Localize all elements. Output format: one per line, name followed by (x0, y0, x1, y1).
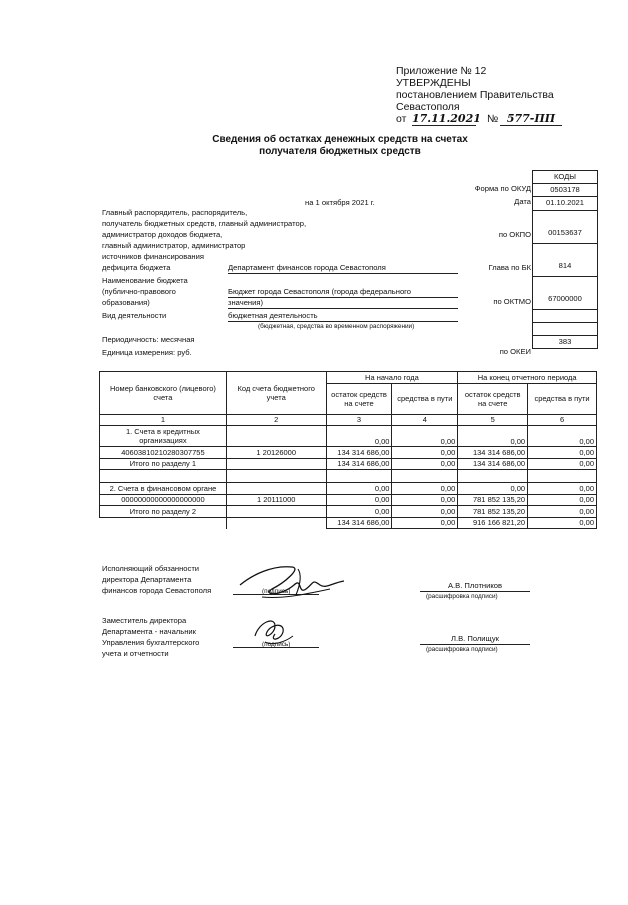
col-code-header: Код счета бюджетного учета (226, 372, 326, 415)
cell-value: 0,00 (458, 483, 528, 495)
cell-value: 134 314 686,00 (326, 447, 392, 459)
doc-title-line1: Сведения об остатках денежных средств на счетах (212, 134, 468, 145)
cell-value: 0,00 (392, 506, 458, 518)
cell-total: 916 166 821,20 (458, 517, 528, 529)
report-date: на 1 октября 2021 г. (305, 198, 375, 207)
cell-empty (100, 517, 227, 529)
activity-label: Вид деятельности (102, 311, 167, 320)
period-label: Периодичность: месячная (102, 335, 195, 344)
approved-label: УТВЕРЖДЕНЫ (396, 77, 471, 89)
budget-label-3: образования) (102, 298, 150, 307)
glava-value: 814 (533, 243, 597, 276)
cell-value: 0,00 (528, 506, 597, 518)
sig1-title-3: финансов города Севастополя (102, 586, 212, 595)
number-label: № (487, 113, 499, 125)
doc-title-line2: получателя бюджетных средств (259, 146, 421, 157)
cell-value: 0,00 (326, 494, 392, 506)
table-row (100, 506, 597, 518)
city-label: Севастополя (396, 101, 460, 113)
oktmo-label: по ОКТМО (493, 297, 531, 306)
unit-label: Единица измерения: руб. (102, 348, 192, 357)
date-label: Дата (514, 197, 531, 206)
activity-hint: (бюджетная, средства во временном распоряжении) (258, 323, 415, 330)
cell-value: 0,00 (392, 426, 458, 447)
cell-code (226, 458, 326, 470)
budget-label-2: (публично-правового (102, 287, 176, 296)
table-number-row (100, 414, 597, 426)
resolution-date: 17.11.2021 (412, 112, 481, 125)
cell-code (226, 483, 326, 495)
table-row (100, 447, 597, 459)
cell-empty (326, 470, 392, 483)
cell-empty (100, 470, 227, 483)
budget-label-1: Наименование бюджета (102, 276, 188, 285)
okpo-value: 00153637 (533, 210, 597, 243)
col-end-header: На конец отчетного периода (458, 372, 597, 384)
cell-value: 781 852 135,20 (458, 494, 528, 506)
cell-account: Итого по разделу 1 (100, 458, 227, 470)
okud-label: Форма по ОКУД (474, 184, 531, 193)
signature-1-image (232, 555, 352, 605)
cell-empty (226, 517, 326, 529)
resolution-number: 577-ПП (500, 112, 562, 126)
col-rest-header: остаток средств на счете (326, 383, 392, 414)
resolution-label: постановлением Правительства (396, 89, 554, 101)
sig1-title-1: Исполняющий обязанности (102, 564, 200, 573)
cell-empty (458, 470, 528, 483)
dept-name: Департамент финансов города Севастополя (228, 263, 458, 274)
cell-code: 1 20126000 (226, 447, 326, 459)
col-rest2-header: остаток средств на счете (458, 383, 528, 414)
left-l5: источников финансирования (102, 252, 204, 261)
cell-value: 781 852 135,20 (458, 506, 528, 518)
appendix-label: Приложение № 12 (396, 65, 487, 77)
okei-value: 383 (533, 335, 597, 348)
col-transit2-header: средства в пути (528, 383, 597, 414)
cell-account: 1. Счета в кредитных организациях (100, 426, 227, 447)
sig2-sub: (подпись) (262, 641, 291, 648)
cell-code: 1 20111000 (226, 494, 326, 506)
col-num: 4 (392, 414, 458, 426)
cell-value: 0,00 (326, 483, 392, 495)
table-row (100, 494, 597, 506)
left-l3: администратор доходов бюджета, (102, 230, 223, 239)
table-row (100, 483, 597, 495)
okpo-label: по ОКПО (498, 230, 531, 239)
col-num: 6 (528, 414, 597, 426)
cell-account: 40603810210280307755 (100, 447, 227, 459)
left-l2: получатель бюджетных средств, главный администратор, (102, 219, 307, 228)
col-num: 2 (226, 414, 326, 426)
cell-value: 0,00 (392, 483, 458, 495)
codes-empty-1 (533, 309, 597, 322)
table-row (100, 458, 597, 470)
codes-header: КОДЫ (554, 172, 576, 181)
table-header-row-1 (100, 372, 597, 384)
sig2-title-2: Департамента - начальник (102, 627, 196, 636)
col-transit-header: средства в пути (392, 383, 458, 414)
from-label: от (396, 113, 407, 125)
signature-2-image (245, 612, 305, 652)
cell-total: 0,00 (392, 517, 458, 529)
cell-empty (528, 470, 597, 483)
cell-value: 0,00 (326, 426, 392, 447)
budget-value-1: Бюджет города Севастополя (города федерального (228, 287, 458, 298)
left-l1: Главный распорядитель, распорядитель, (102, 208, 248, 217)
sig2-name-sub: (расшифровка подписи) (426, 646, 498, 653)
col-account-header: Номер банковского (лицевого) счета (100, 372, 227, 415)
cell-value: 0,00 (392, 458, 458, 470)
col-num: 5 (458, 414, 528, 426)
cell-value: 134 314 686,00 (458, 458, 528, 470)
col-begin-header: На начало года (326, 372, 458, 384)
cell-total: 134 314 686,00 (326, 517, 392, 529)
cell-account: 2. Счета в финансовом органе (100, 483, 227, 495)
balances-table (99, 371, 597, 529)
table-row (100, 470, 597, 483)
date-value: 01.10.2021 (533, 196, 597, 209)
left-l4: главный администратор, администратор (102, 241, 246, 250)
cell-value: 0,00 (528, 483, 597, 495)
col-num: 1 (100, 414, 227, 426)
budget-value-2: значения) (228, 298, 458, 309)
cell-value: 134 314 686,00 (326, 458, 392, 470)
sig1-sub: (подпись) (262, 588, 291, 595)
cell-value: 0,00 (326, 506, 392, 518)
table-total-row (100, 517, 597, 529)
cell-empty (392, 470, 458, 483)
glava-label: Глава по БК (488, 263, 531, 272)
sig2-name: Л.В. Полищук (420, 634, 530, 645)
codes-box (532, 170, 598, 349)
col-num: 3 (326, 414, 392, 426)
cell-value: 0,00 (458, 426, 528, 447)
codes-empty-2 (533, 322, 597, 335)
sig2-title-4: учета и отчетности (102, 649, 169, 658)
sig2-title-1: Заместитель директора (102, 616, 187, 625)
sig1-name-sub: (расшифровка подписи) (426, 593, 498, 600)
cell-value: 0,00 (528, 447, 597, 459)
sig1-title-2: директора Департамента (102, 575, 192, 584)
left-l6: дефицита бюджета (102, 263, 171, 272)
activity-value: бюджетная деятельность (228, 311, 458, 322)
cell-value: 0,00 (528, 494, 597, 506)
cell-value: 0,00 (528, 458, 597, 470)
cell-account: Итого по разделу 2 (100, 506, 227, 518)
cell-total: 0,00 (528, 517, 597, 529)
cell-value: 0,00 (392, 494, 458, 506)
sig2-title-3: Управления бухгалтерского (102, 638, 200, 647)
sig1-name: А.В. Плотников (420, 581, 530, 592)
cell-empty (226, 470, 326, 483)
okei-label: по ОКЕИ (499, 347, 531, 356)
oktmo-value: 67000000 (533, 276, 597, 309)
cell-value: 0,00 (528, 426, 597, 447)
cell-value: 134 314 686,00 (458, 447, 528, 459)
cell-code (226, 506, 326, 518)
okud-value: 0503178 (533, 183, 597, 196)
cell-code (226, 426, 326, 447)
table-row (100, 426, 597, 447)
cell-value: 0,00 (392, 447, 458, 459)
cell-account: 00000000000000000000 (100, 494, 227, 506)
